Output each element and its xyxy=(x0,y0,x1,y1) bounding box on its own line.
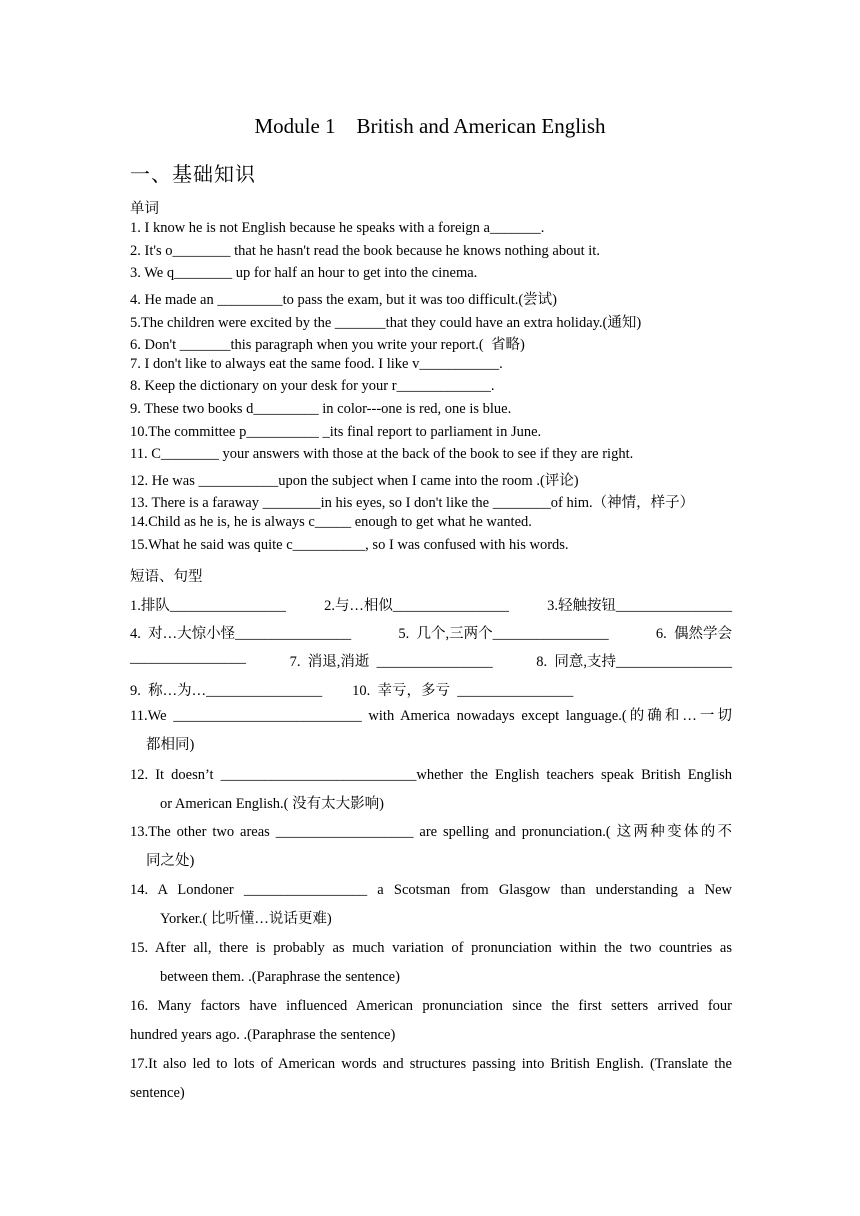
vocab-item-3: 3. We q________ up for half an hour to get into the cinema. xyxy=(130,265,478,281)
phrase-item: 10. 幸亏，多亏 ________________ xyxy=(352,683,574,699)
vocab-item-1: 1. I know he is not English because he speaks with a foreign a_______. xyxy=(130,220,545,236)
sentence-line: 12. It doesn’t ___________________________whether the English teachers speak British English xyxy=(130,767,732,783)
sentence-line: 15. After all, there is probably as much variation of pronunciation within the two countries as xyxy=(130,940,732,956)
phrase-item: 8. 同意,支持________________ xyxy=(536,654,732,670)
sentence-15 xyxy=(130,934,732,992)
sentence-continuation: 同之处) xyxy=(146,853,195,869)
sentence-14 xyxy=(130,876,732,934)
vocab-item-12: 12. He was ___________upon the subject when I came into the room .(评论) xyxy=(130,473,579,489)
section-heading: 一、基础知识 xyxy=(130,162,256,186)
phrase-row xyxy=(130,594,732,615)
sentence-line: 13.The other two areas ___________________ are spelling and pronunciation.( 这两种变体的不 xyxy=(130,824,732,840)
sentence-17 xyxy=(130,1050,732,1108)
vocab-heading: 单词 xyxy=(130,201,159,217)
page-title: Module 1 British and American English xyxy=(254,114,606,138)
vocab-item-8: 8. Keep the dictionary on your desk for your r_____________. xyxy=(130,378,495,394)
vocab-item-13: 13. There is a faraway ________in his eyes, so I don't like the ________of him.（神情，样子） xyxy=(130,495,695,511)
sentence-continuation: hundred years ago. .(Paraphrase the sentence) xyxy=(130,1027,396,1043)
vocab-item-15: 15.What he said was quite c__________, so I was confused with his words. xyxy=(130,537,569,553)
phrase-item: 3.轻触按钮________________ xyxy=(547,598,732,614)
sentence-12 xyxy=(130,761,732,819)
vocab-item-11: 11. C________ your answers with those at the back of the book to see if they are right. xyxy=(130,446,634,462)
vocab-item-4: 4. He made an _________to pass the exam, but it was too difficult.(尝试) xyxy=(130,292,557,308)
phrase-item: 6. 偶然学会 xyxy=(655,626,732,642)
vocab-item-5: 5.The children were excited by the _______that they could have an extra holiday.(通知) xyxy=(130,315,642,331)
sentence-continuation: 都相同) xyxy=(146,737,195,753)
sentence-line: 17.It also led to lots of American words and structures passing into British English. (Translate the xyxy=(130,1056,732,1072)
phrase-row xyxy=(130,650,732,671)
phrase-item: 4. 对…大惊小怪________________ xyxy=(130,626,352,642)
phrase-row xyxy=(130,679,732,700)
phrase-row xyxy=(130,622,732,643)
vocab-item-6: 6. Don't _______this paragraph when you write your report.( 省略) xyxy=(130,337,525,353)
phrase-heading: 短语、句型 xyxy=(130,569,203,585)
vocab-item-14: 14.Child as he is, he is always c_____ enough to get what he wanted. xyxy=(130,514,532,530)
sentence-16 xyxy=(130,992,732,1050)
sentence-13 xyxy=(130,818,732,876)
phrase-item: 1.排队________________ xyxy=(130,598,286,614)
vocab-item-7: 7. I don't like to always eat the same food. I like v___________. xyxy=(130,356,503,372)
vocab-item-2: 2. It's o________ that he hasn't read the book because he knows nothing about it. xyxy=(130,243,600,259)
sentence-continuation: sentence) xyxy=(130,1085,185,1101)
phrase-item: ________________ xyxy=(130,650,246,666)
phrase-item: 2.与…相似________________ xyxy=(324,598,509,614)
vocab-item-9: 9. These two books d_________ in color---one is red, one is blue. xyxy=(130,401,512,417)
sentence-line: 11.We __________________________ with America nowadays except language.(的确和…一切 xyxy=(130,708,732,724)
phrase-item: 5. 几个,三两个________________ xyxy=(398,626,609,642)
sentence-continuation: Yorker.( 比听懂…说话更难) xyxy=(160,911,332,927)
phrase-item: 9. 称…为…________________ xyxy=(130,683,323,699)
vocab-item-10: 10.The committee p__________ _its final report to parliament in June. xyxy=(130,424,542,440)
sentence-line: 16. Many factors have influenced American pronunciation since the first setters arrived four xyxy=(130,998,732,1014)
sentence-continuation: between them. .(Paraphrase the sentence) xyxy=(160,969,400,985)
sentence-continuation: or American English.( 没有太大影响) xyxy=(160,796,384,812)
phrase-item: 7. 消退,消逝 ________________ xyxy=(289,654,493,670)
sentence-line: 14. A Londoner _________________ a Scotsman from Glasgow than understanding a New xyxy=(130,882,732,898)
sentence-11 xyxy=(130,702,732,760)
